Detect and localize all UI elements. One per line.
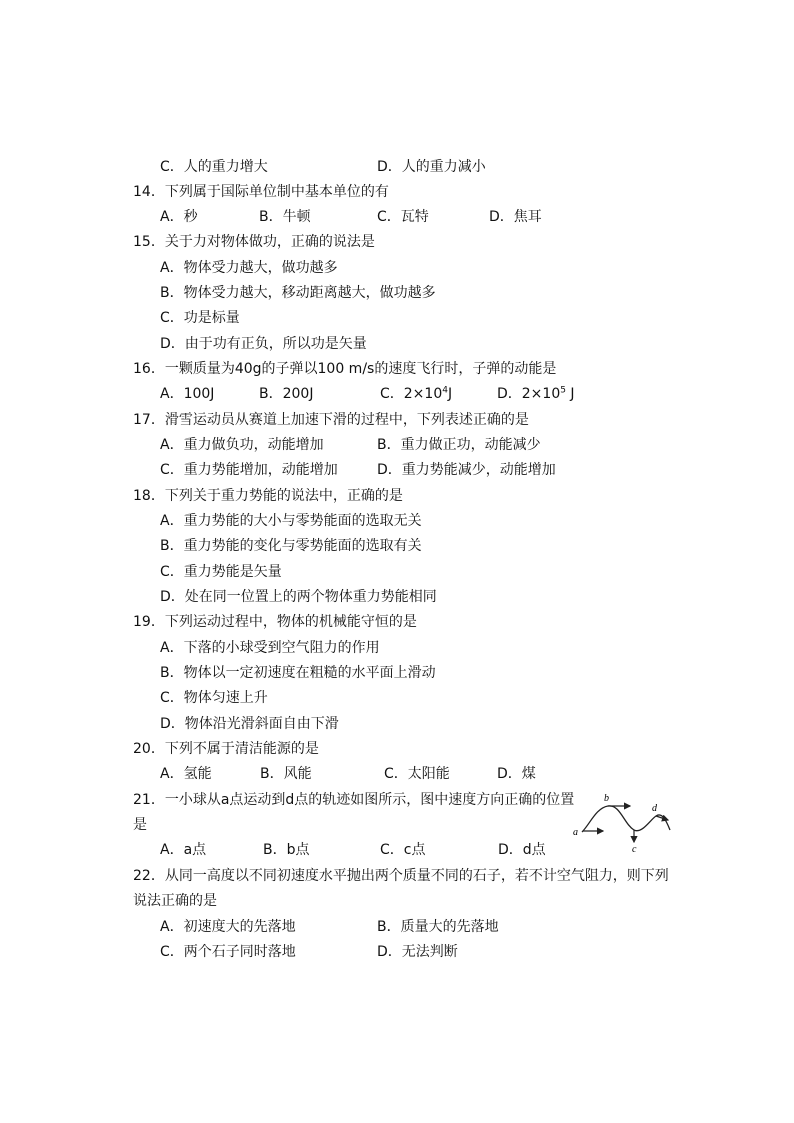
q15-stem: 15．关于力对物体做功，正确的说法是	[133, 234, 375, 250]
q16-option-a: A．100J	[160, 386, 215, 402]
q18-option-a: A．重力势能的大小与零势能面的选取无关	[160, 513, 422, 529]
q17-stem: 17．滑雪运动员从赛道上加速下滑的过程中，下列表述正确的是	[133, 412, 529, 428]
q15-option-d: D．由于功有正负，所以功是矢量	[160, 336, 367, 352]
q21-option-b: B．b点	[263, 842, 310, 858]
q15-option-a: A．物体受力越大，做功越多	[160, 260, 338, 276]
q21-option-d: D．d点	[498, 842, 546, 858]
point-a-label: a	[573, 827, 578, 838]
q19-option-c: C．物体匀速上升	[160, 690, 268, 706]
trajectory-figure	[572, 790, 676, 856]
q20-option-a: A．氢能	[160, 766, 212, 782]
q13-option-d: D．人的重力减小	[377, 159, 486, 175]
q14-stem: 14．下列属于国际单位制中基本单位的有	[133, 184, 389, 200]
q22-option-d: D．无法判断	[377, 944, 458, 960]
q14-option-b: B．牛顿	[259, 209, 311, 225]
q20-option-c: C．太阳能	[384, 766, 450, 782]
point-b-label: b	[604, 793, 609, 804]
q18-option-c: C．重力势能是矢量	[160, 564, 282, 580]
q20-stem: 20．下列不属于清洁能源的是	[133, 741, 319, 757]
q16-stem: 16．一颗质量为40g的子弹以100 m/s的速度飞行时，子弹的动能是	[133, 361, 557, 377]
q16-option-d: D．$2\times 10^5$ J	[497, 385, 575, 402]
q19-option-b: B．物体以一定初速度在粗糙的水平面上滑动	[160, 665, 436, 681]
q15-option-c: C．功是标量	[160, 310, 240, 326]
q20-option-b: B．风能	[260, 766, 312, 782]
q13-option-c: C．人的重力增大	[160, 159, 268, 175]
q20-option-d: D．煤	[497, 766, 536, 782]
q16-option-c: C．$2\times 10^4J$	[380, 385, 453, 402]
q17-option-d: D．重力势能减少，动能增加	[377, 462, 556, 478]
q14-option-c: C．瓦特	[377, 209, 429, 225]
q14-option-a: A．秒	[160, 209, 198, 225]
q22-option-b: B．质量大的先落地	[377, 919, 499, 935]
q22-stem-cont: 说法正确的是	[133, 893, 217, 909]
q17-option-b: B．重力做正功，动能减少	[377, 437, 541, 453]
q22-option-c: C．两个石子同时落地	[160, 944, 296, 960]
q21-option-c: C．c点	[380, 842, 426, 858]
point-d-label: d	[652, 803, 657, 814]
q22-stem: 22．从同一高度以不同初速度水平抛出两个质量不同的石子，若不计空气阻力，则下列	[133, 868, 669, 884]
q19-stem: 19．下列运动过程中，物体的机械能守恒的是	[133, 614, 417, 630]
point-c-label: c	[632, 844, 637, 855]
q18-option-b: B．重力势能的变化与零势能面的选取有关	[160, 538, 422, 554]
q19-option-d: D．物体沿光滑斜面自由下滑	[160, 716, 339, 732]
q15-option-b: B．物体受力越大，移动距离越大，做功越多	[160, 285, 436, 301]
q17-option-a: A．重力做负功，动能增加	[160, 437, 324, 453]
q18-option-d: D．处在同一位置上的两个物体重力势能相同	[160, 589, 437, 605]
q19-option-a: A．下落的小球受到空气阻力的作用	[160, 640, 380, 656]
q21-stem-cont: 是	[133, 817, 147, 833]
q16-option-b: B．200J	[259, 386, 314, 402]
q14-option-d: D．焦耳	[489, 209, 542, 225]
q21-stem: 21．一小球从a点运动到d点的轨迹如图所示，图中速度方向正确的位置	[133, 792, 575, 808]
q18-stem: 18．下列关于重力势能的说法中，正确的是	[133, 488, 403, 504]
q17-option-c: C．重力势能增加，动能增加	[160, 462, 338, 478]
q22-option-a: A．初速度大的先落地	[160, 919, 296, 935]
q21-option-a: A．a点	[160, 842, 207, 858]
